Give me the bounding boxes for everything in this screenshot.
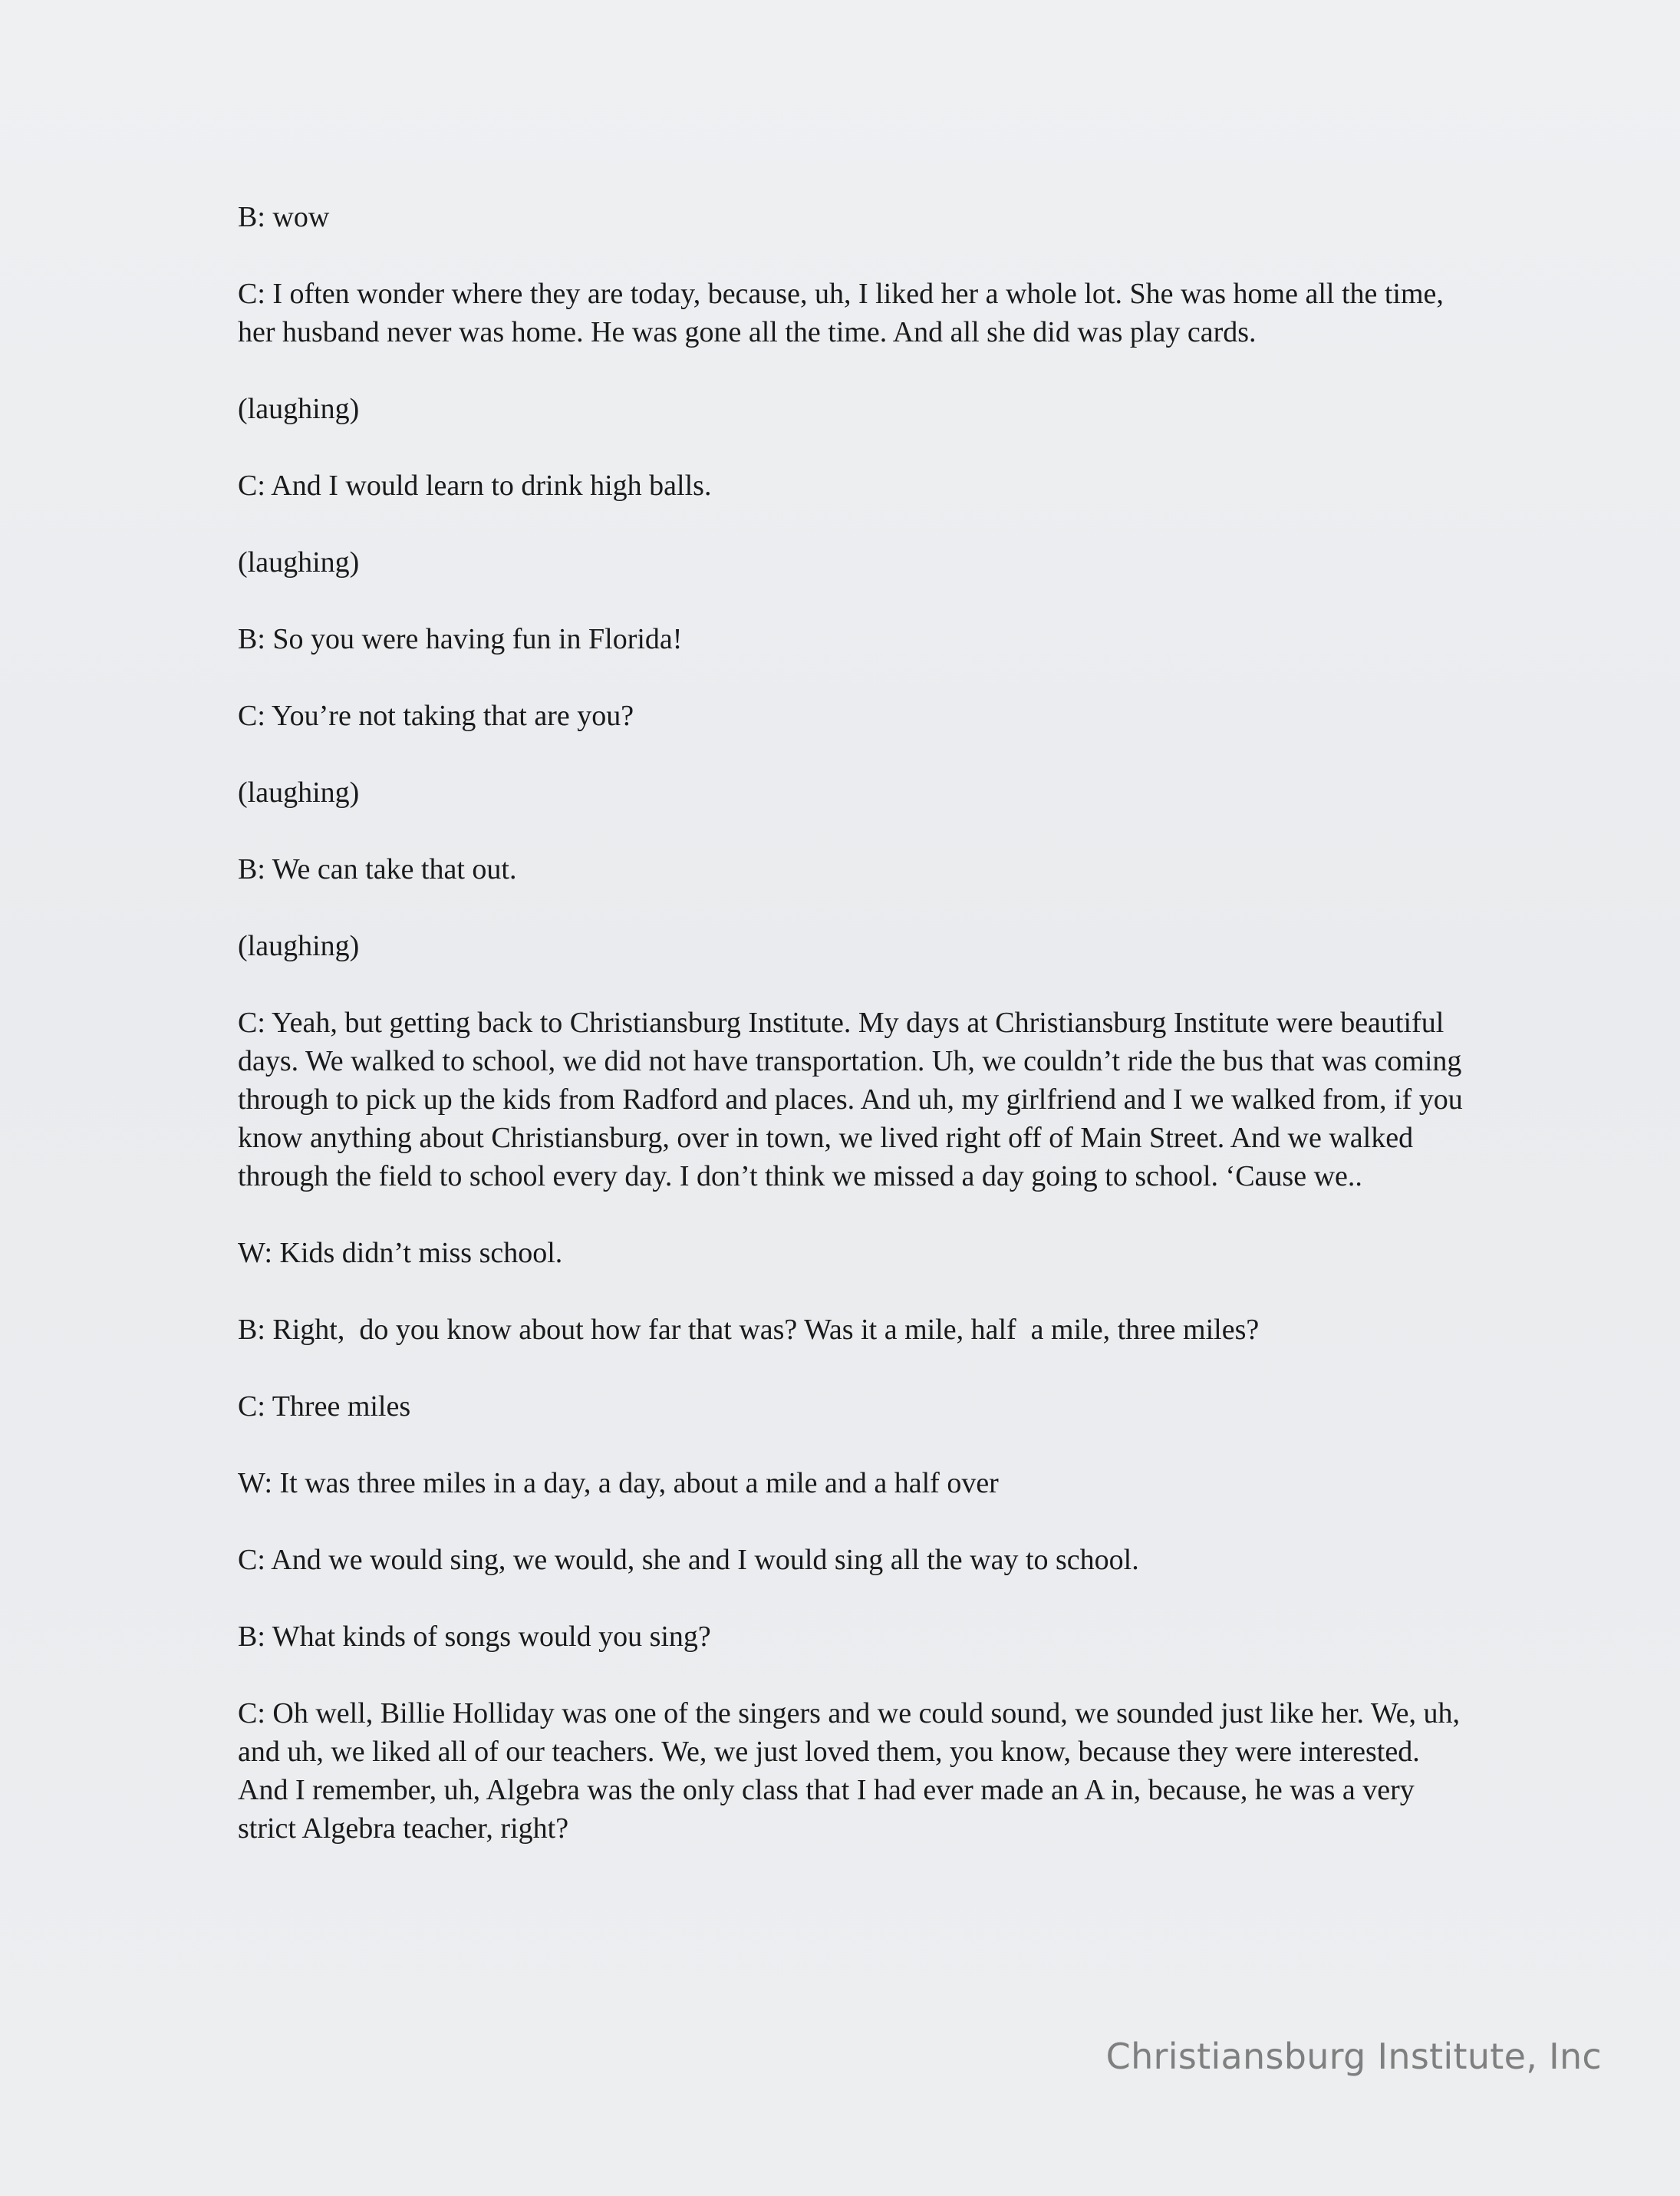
transcript-line: B: We can take that out.	[238, 853, 517, 885]
transcript-line: (laughing)	[238, 930, 360, 962]
transcript-line: C: Yeah, but getting back to Christiansburg Institute. My days at Christiansburg Institute were beautiful days. We walked to school, we did not have transportation. Uh, we couldn’t ride the bus that was coming through to pick up the kids from Radford and places. And uh, my girlfriend and I we walked from, if you know anything about Christiansburg, over in town, we lived right off of Main Street. And we walked through the field to school every day. I don’t think we missed a day going to school. ‘Cause we..	[238, 1007, 1471, 1192]
transcript-line: B: What kinds of songs would you sing?	[238, 1621, 711, 1653]
transcript-line: B: wow	[238, 201, 330, 233]
transcript-line: B: Right, do you know about how far that was? Was it a mile, half a mile, three miles?	[238, 1314, 1260, 1346]
transcript-line: (laughing)	[238, 546, 360, 579]
transcript-line: (laughing)	[238, 777, 360, 809]
transcript-line: C: Oh well, Billie Holliday was one of the singers and we could sound, we sounded just like her. We, uh, and uh, we liked all of our teachers. We, we just loved them, you know, because they were interested. And I remember, uh, Algebra was the only class that I had ever made an A in, because, he was a very strict Algebra teacher, right?	[238, 1697, 1468, 1845]
transcript-line: B: So you were having fun in Florida!	[238, 623, 683, 655]
transcript-line: C: And I would learn to drink high balls.	[238, 470, 712, 502]
transcript-line: C: You’re not taking that are you?	[238, 700, 634, 732]
transcript-line: C: I often wonder where they are today, because, uh, I liked her a whole lot. She was home all the time, her husband never was home. He was gone all the time. And all she did was play cards.	[238, 278, 1451, 348]
watermark-text: Christiansburg Institute, Inc	[1105, 2036, 1602, 2077]
transcript-line: C: Three miles	[238, 1390, 411, 1423]
interview-transcript	[238, 198, 1471, 1848]
transcript-line: W: It was three miles in a day, a day, about a mile and a half over	[238, 1467, 999, 1499]
transcript-line: C: And we would sing, we would, she and I would sing all the way to school.	[238, 1544, 1139, 1576]
transcript-line: W: Kids didn’t miss school.	[238, 1237, 563, 1269]
transcript-line: (laughing)	[238, 393, 360, 425]
